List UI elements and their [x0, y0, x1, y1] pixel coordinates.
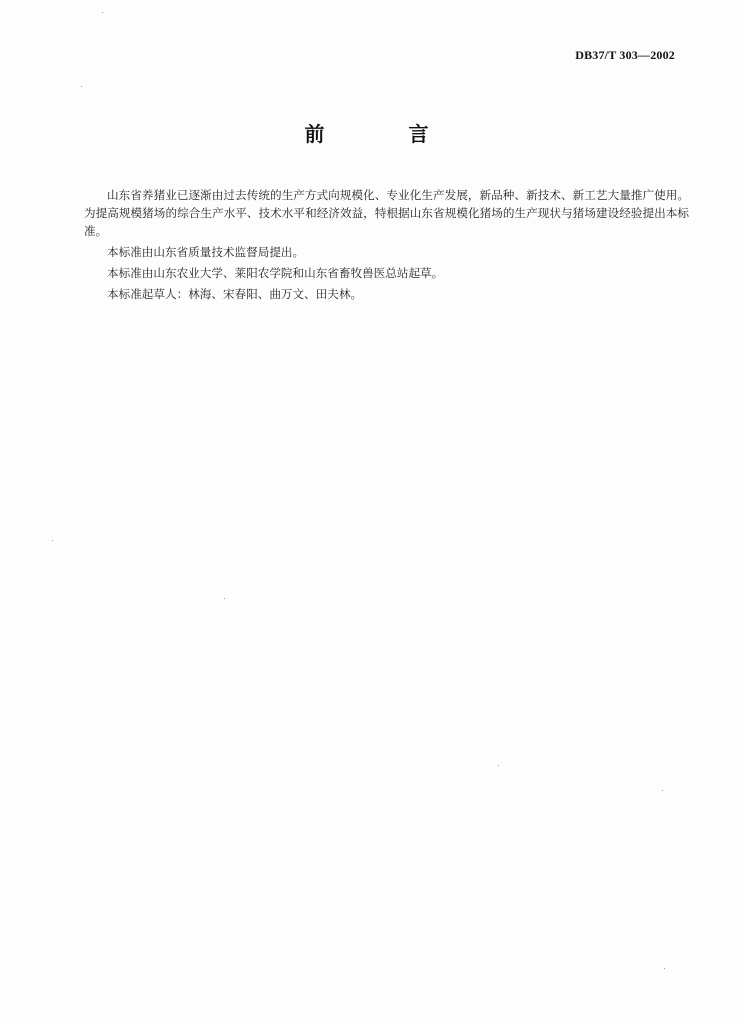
scan-speck	[664, 968, 665, 969]
preface-body	[84, 186, 689, 306]
paragraph-intro: 山东省养猪业已逐渐由过去传统的生产方式向规模化、专业化生产发展，新品种、新技术、新工艺大量推广使用。为提高规模猪场的综合生产水平、技术水平和经济效益，特根据山东省规模化猪场的生产现状与猪场建设经验提出本标准。	[84, 188, 689, 238]
scan-speck	[662, 790, 663, 791]
page-title: 前 言	[304, 122, 461, 146]
standard-code: DB37/T 303—2002	[575, 48, 675, 62]
paragraph-drafters: 本标准起草人：林海、宋春阳、曲万文、田夫林。	[107, 287, 363, 301]
scan-speck	[498, 765, 499, 766]
scan-speck	[52, 540, 53, 541]
scan-speck	[81, 86, 82, 87]
scan-speck	[102, 12, 103, 13]
paragraph-drafting-units: 本标准由山东农业大学、莱阳农学院和山东省畜牧兽医总站起草。	[107, 266, 444, 280]
scan-speck	[224, 598, 225, 599]
paragraph-proposer: 本标准由山东省质量技术监督局提出。	[107, 245, 305, 259]
